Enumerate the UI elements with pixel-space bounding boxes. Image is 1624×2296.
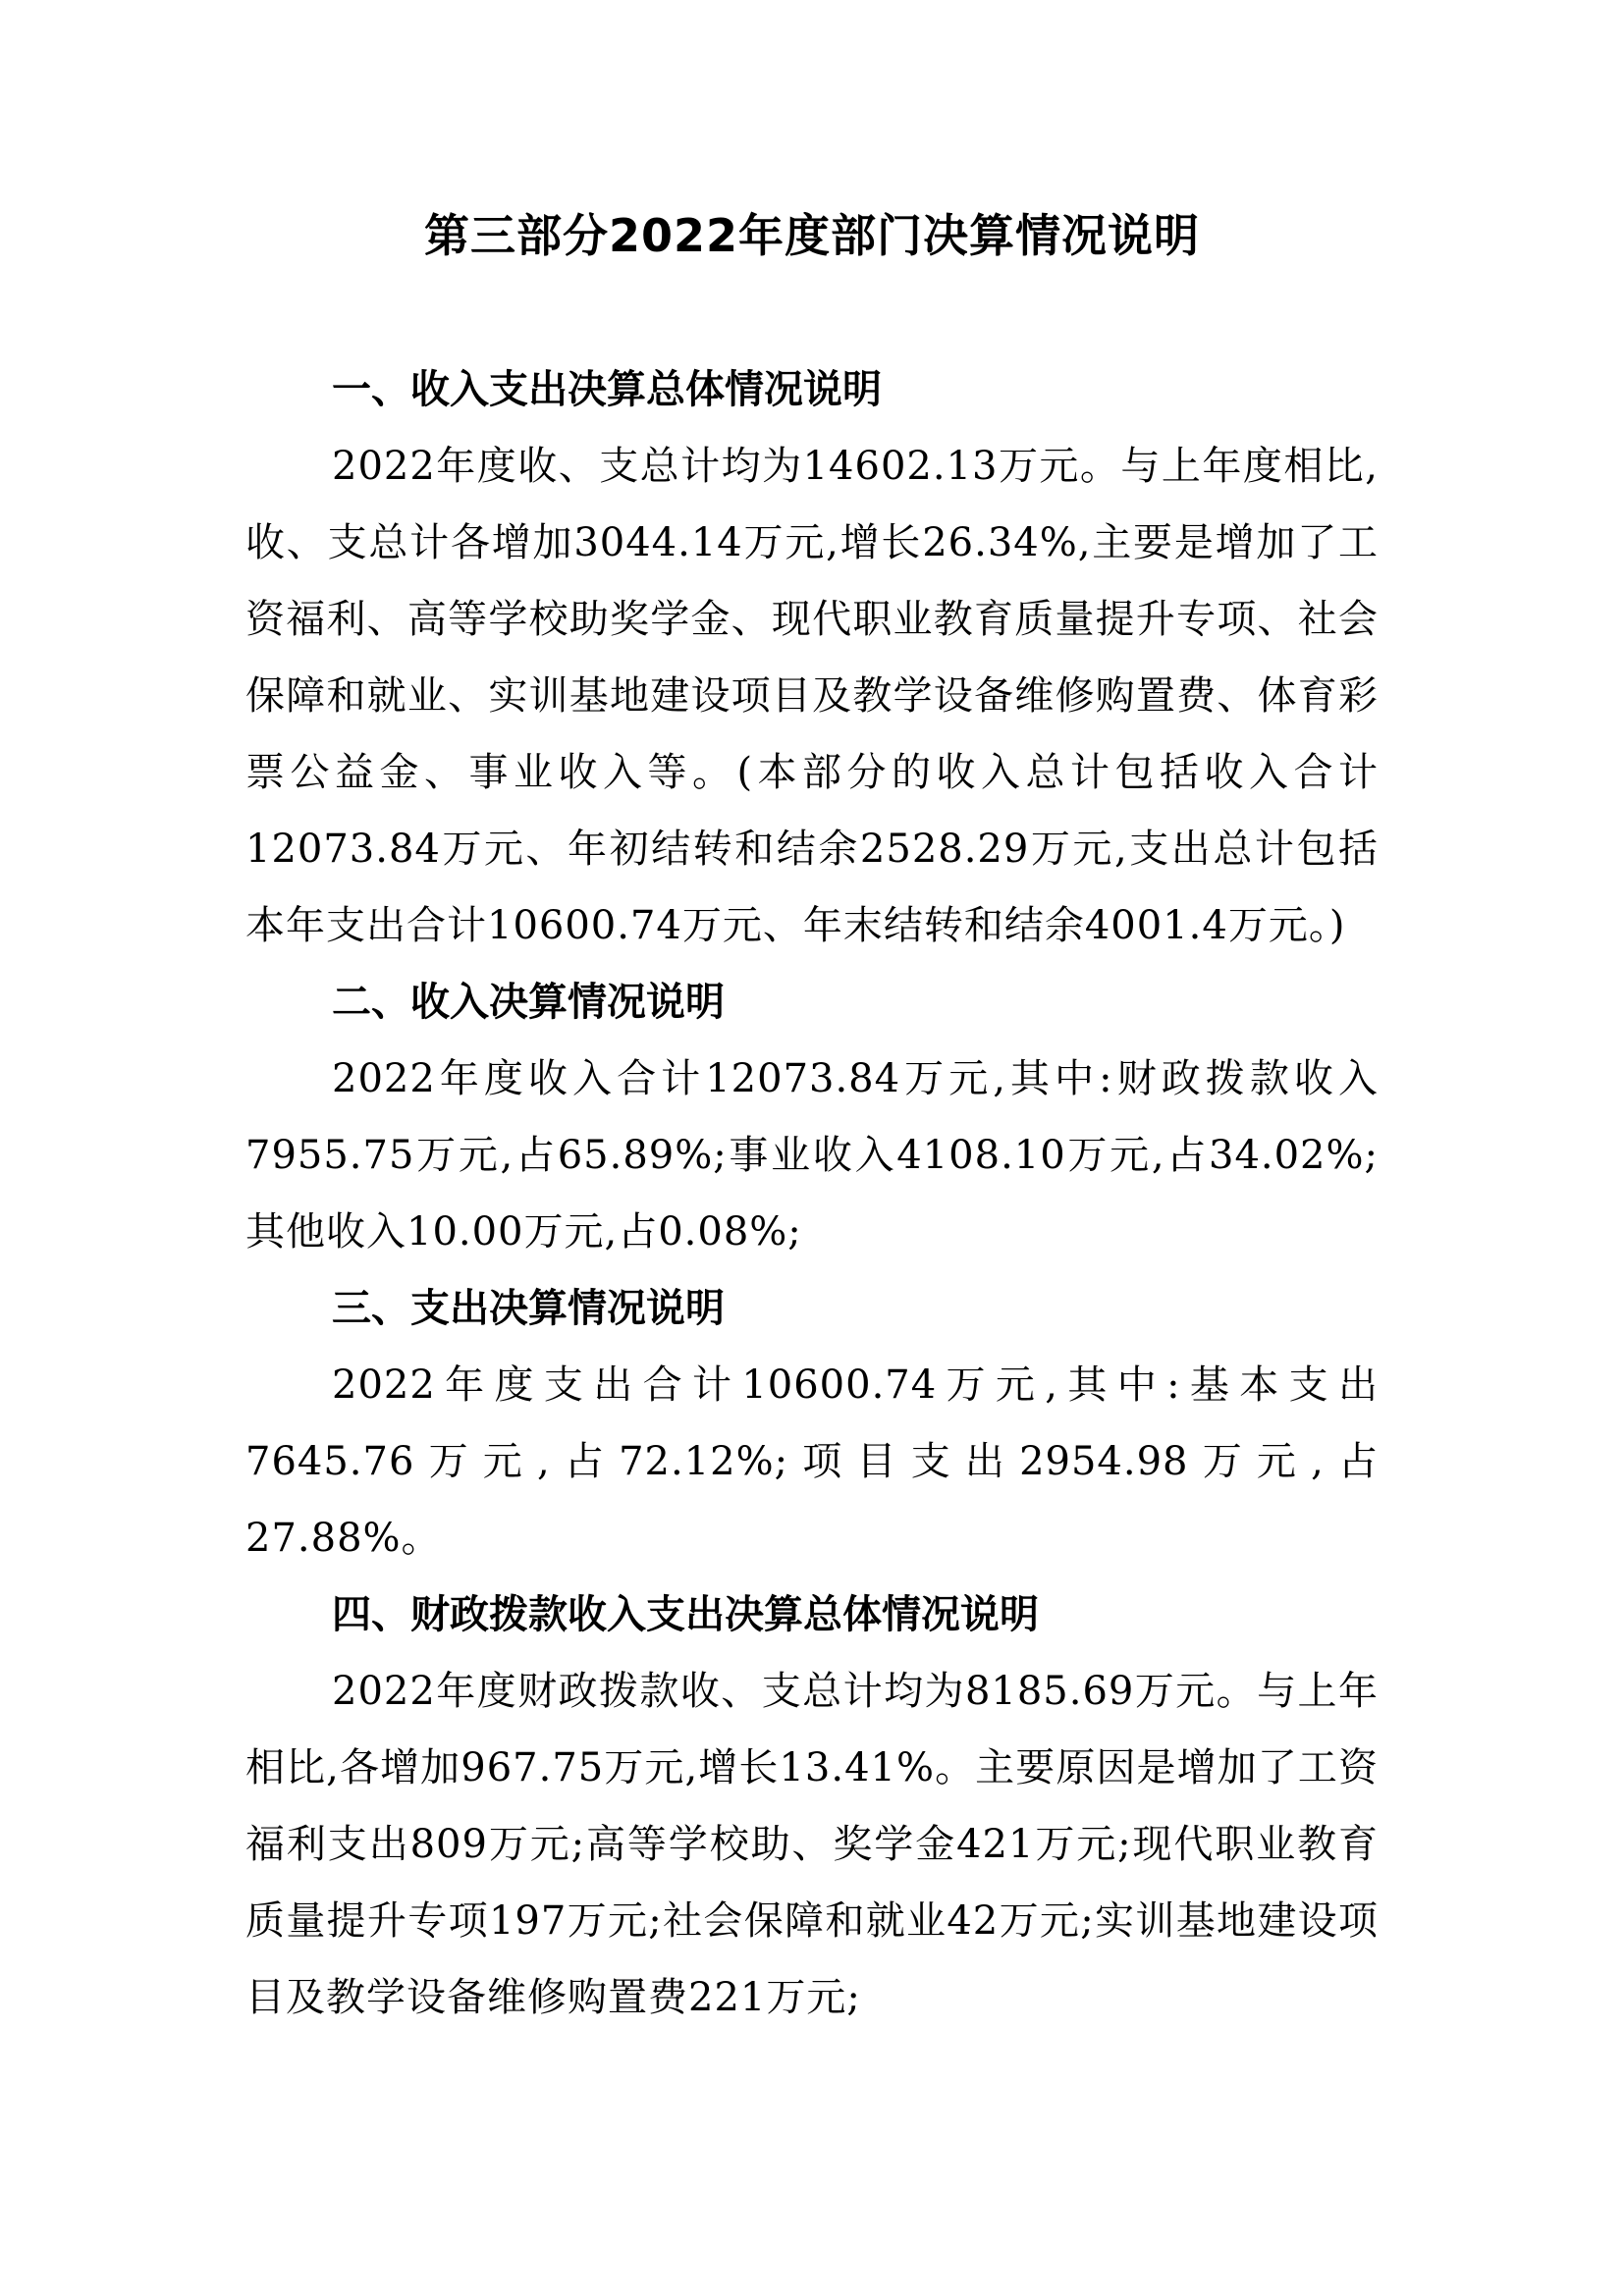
document-title: 第三部分2022年度部门决算情况说明 (423, 209, 1201, 262)
section-income (245, 964, 1379, 1270)
section-overall (245, 351, 1379, 964)
section-paragraph: 2022年度财政拨款收、支总计均为8185.69万元。与上年相比,各增加967.75万元,增长13.41%。主要原因是增加了工资福利支出809万元;高等学校助、奖学金421万元;现代职业教育质量提升专项197万元;社会保障和就业42万元;实训基地建设项目及教学设备维修购置费221万元; (245, 1669, 1379, 2020)
section-paragraph: 2022年度收入合计12073.84万元,其中:财政拨款收入7955.75万元,占65.89%;事业收入4108.10万元,占34.02%;其他收入10.00万元,占0.08%; (245, 1056, 1379, 1255)
section-expenditure (245, 1270, 1379, 1576)
document-page (245, 196, 1379, 2036)
section-heading: 三、支出决算情况说明 (332, 1286, 725, 1331)
section-heading: 一、收入支出决算总体情况说明 (332, 367, 882, 412)
section-paragraph: 2022年度支出合计10600.74万元,其中:基本支出7645.76万元,占72.12%;项目支出2954.98万元,占27.88%。 (245, 1362, 1379, 1561)
section-heading: 四、财政拨款收入支出决算总体情况说明 (332, 1592, 1039, 1637)
section-paragraph: 2022年度收、支总计均为14602.13万元。与上年度相比,收、支总计各增加3044.14万元,增长26.34%,主要是增加了工资福利、高等学校助奖学金、现代职业教育质量提升专项、社会保障和就业、实训基地建设项目及教学设备维修购置费、体育彩票公益金、事业收入等。(本部分的收入总计包括收入合计12073.84万元、年初结转和结余2528.29万元,支出总计包括本年支出合计10600.74万元、年末结转和结余4001.4万元。) (245, 444, 1379, 948)
section-fiscal-appropriation (245, 1576, 1379, 2036)
section-heading: 二、收入决算情况说明 (332, 980, 725, 1025)
